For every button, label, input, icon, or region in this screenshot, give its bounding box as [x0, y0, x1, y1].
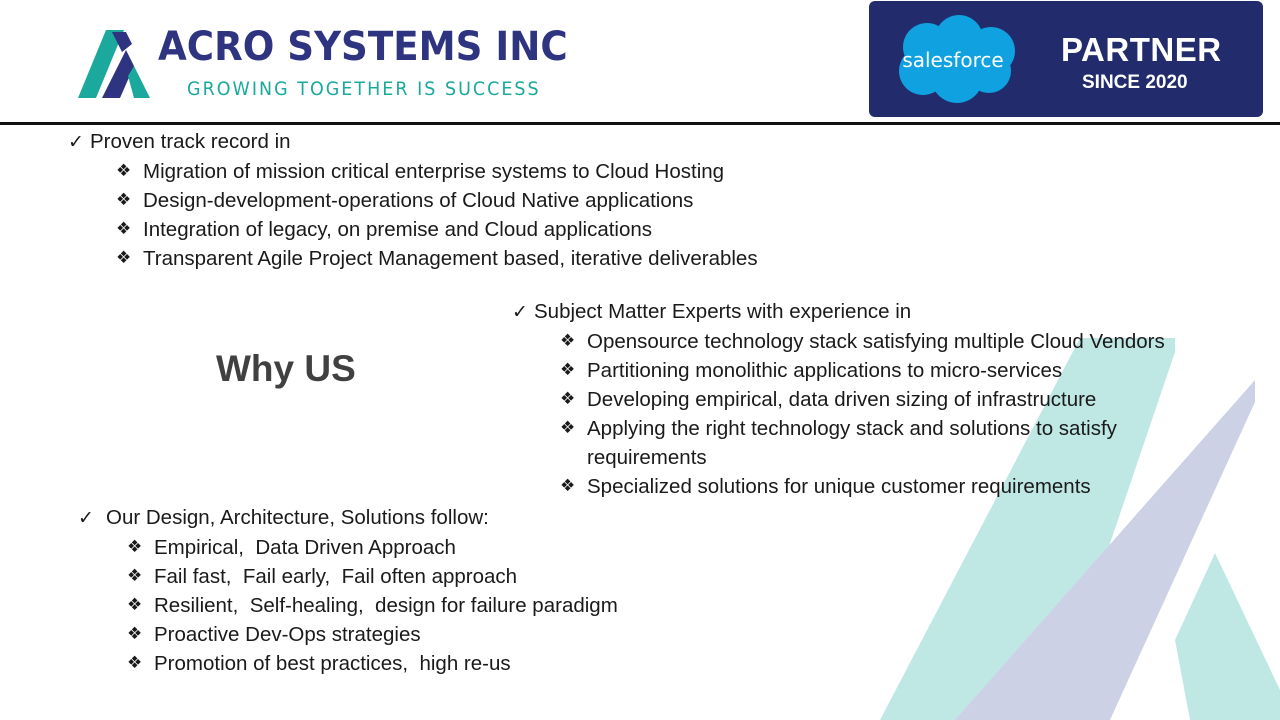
diamond-bullet-icon: ❖: [560, 389, 576, 409]
list-item: ❖ Design-development-operations of Cloud Native applications: [116, 186, 758, 215]
diamond-bullet-icon: ❖: [560, 331, 576, 351]
partner-title: PARTNER: [1061, 31, 1222, 68]
diamond-bullet-icon: ❖: [560, 418, 576, 438]
teal-small-triangle-shape: [1175, 553, 1280, 720]
check-icon: ✓: [68, 131, 84, 153]
bullet-list: [116, 157, 758, 273]
diamond-bullet-icon: ❖: [127, 566, 143, 586]
diamond-bullet-icon: ❖: [560, 476, 576, 496]
partner-since-text: SINCE 2020: [1082, 72, 1188, 93]
section-lead-text: Our Design, Architecture, Solutions follow:: [106, 506, 489, 529]
diamond-bullet-icon: ❖: [116, 219, 132, 239]
salesforce-cloud-icon: [887, 13, 1019, 105]
section-lead-text: Proven track record in: [90, 130, 291, 153]
list-item: ❖ Integration of legacy, on premise and Cloud applications: [116, 215, 758, 244]
acro-logo-icon: [76, 30, 152, 100]
list-item: ❖ Partitioning monolithic applications to micro-services: [560, 356, 1252, 385]
diamond-bullet-icon: ❖: [116, 161, 132, 181]
company-name: ACRO SYSTEMS INC: [158, 24, 568, 70]
list-item: ❖ Migration of mission critical enterprise systems to Cloud Hosting: [116, 157, 758, 186]
diamond-bullet-icon: ❖: [127, 624, 143, 644]
bullet-list: [127, 533, 618, 678]
header-divider: [0, 122, 1280, 125]
diamond-bullet-icon: ❖: [127, 595, 143, 615]
section-lead: [78, 503, 618, 533]
why-us-heading: Why US: [216, 348, 356, 389]
section-lead: [68, 127, 758, 157]
section-lead-text: Subject Matter Experts with experience in: [534, 300, 912, 323]
list-item: ❖ Developing empirical, data driven sizing of infrastructure: [560, 385, 1252, 414]
list-item: ❖ Transparent Agile Project Management based, iterative deliverables: [116, 244, 758, 273]
list-item: ❖ Fail fast, Fail early, Fail often approach: [127, 562, 618, 591]
salesforce-cloud-text: salesforce: [902, 48, 1004, 72]
list-item: ❖ Promotion of best practices, high re-us: [127, 649, 618, 678]
salesforce-partner-badge: [869, 1, 1263, 117]
list-item: ❖ Opensource technology stack satisfying multiple Cloud Vendors: [560, 327, 1252, 356]
section-proven-track-record: [68, 127, 758, 273]
diamond-bullet-icon: ❖: [127, 537, 143, 557]
list-item: ❖ Proactive Dev-Ops strategies: [127, 620, 618, 649]
list-item: ❖ Resilient, Self-healing, design for failure paradigm: [127, 591, 618, 620]
list-item: ❖ Specialized solutions for unique customer requirements: [560, 472, 1252, 501]
section-subject-matter-experts: [512, 297, 1252, 501]
section-lead: [512, 297, 1252, 327]
company-tagline: GROWING TOGETHER IS SUCCESS: [187, 78, 541, 100]
diamond-bullet-icon: ❖: [560, 360, 576, 380]
bullet-list: [560, 327, 1252, 501]
slide-header: [0, 0, 1280, 124]
section-design-architecture: [78, 503, 618, 678]
list-item: ❖ Applying the right technology stack and solutions to satisfy requirements: [560, 414, 1197, 472]
diamond-bullet-icon: ❖: [116, 248, 132, 268]
diamond-bullet-icon: ❖: [116, 190, 132, 210]
check-icon: ✓: [512, 301, 528, 323]
check-icon: ✓: [78, 507, 94, 529]
diamond-bullet-icon: ❖: [127, 653, 143, 673]
list-item: ❖ Empirical, Data Driven Approach: [127, 533, 618, 562]
